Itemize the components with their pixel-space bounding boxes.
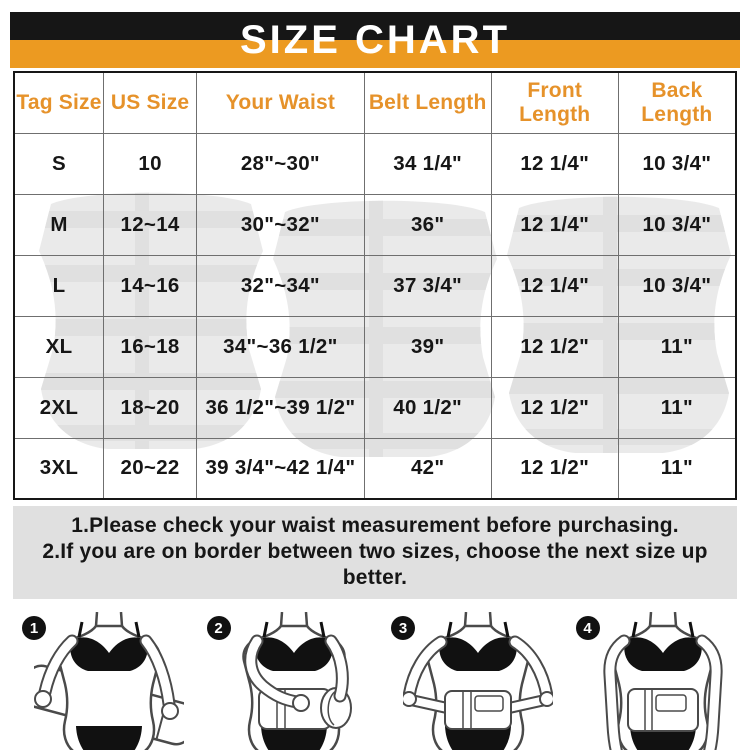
step-4-figure-illustration xyxy=(588,612,738,750)
page-title: SIZE CHART xyxy=(240,17,510,62)
size-table-wrapper xyxy=(13,71,737,500)
cell-your-waist: 32"~34" xyxy=(197,255,365,316)
cell-front-length: 12 1/4" xyxy=(491,133,618,194)
cell-tag-size: L xyxy=(14,255,104,316)
header-back-length: Back Length xyxy=(618,72,736,133)
step-2-wrap-belt xyxy=(191,606,376,750)
header-us-size: US Size xyxy=(104,72,197,133)
table-row-l xyxy=(14,255,736,316)
cell-your-waist: 36 1/2"~39 1/2" xyxy=(197,377,365,438)
cell-back-length: 11" xyxy=(618,377,736,438)
wearing-instruction-steps xyxy=(0,606,750,750)
cell-front-length: 12 1/2" xyxy=(491,377,618,438)
cell-your-waist: 34"~36 1/2" xyxy=(197,316,365,377)
cell-front-length: 12 1/4" xyxy=(491,255,618,316)
cell-your-waist: 30"~32" xyxy=(197,194,365,255)
header-your-waist: Your Waist xyxy=(197,72,365,133)
cell-tag-size: S xyxy=(14,133,104,194)
step-3-figure-illustration xyxy=(403,612,553,750)
table-row-xl xyxy=(14,316,736,377)
cell-tag-size: XL xyxy=(14,316,104,377)
step-4-number-badge-icon: 4 xyxy=(576,616,600,640)
note-line-1: 1.Please check your waist measurement before purchasing. xyxy=(71,514,679,537)
step-2-figure-illustration xyxy=(219,612,369,750)
cell-belt-length: 37 3/4" xyxy=(364,255,491,316)
cell-belt-length: 34 1/4" xyxy=(364,133,491,194)
header-front-length: Front Length xyxy=(491,72,618,133)
cell-back-length: 10 3/4" xyxy=(618,194,736,255)
table-row-3xl xyxy=(14,438,736,499)
cell-back-length: 11" xyxy=(618,438,736,499)
table-row-2xl xyxy=(14,377,736,438)
header-belt-length: Belt Length xyxy=(364,72,491,133)
table-row-s xyxy=(14,133,736,194)
title-banner xyxy=(10,12,740,68)
cell-front-length: 12 1/2" xyxy=(491,316,618,377)
cell-your-waist: 39 3/4"~42 1/4" xyxy=(197,438,365,499)
header-tag-size: Tag Size xyxy=(14,72,104,133)
purchase-notes xyxy=(13,506,737,599)
cell-belt-length: 39" xyxy=(364,316,491,377)
cell-belt-length: 36" xyxy=(364,194,491,255)
cell-us-size: 18~20 xyxy=(104,377,197,438)
cell-us-size: 14~16 xyxy=(104,255,197,316)
step-2-number-badge-icon: 2 xyxy=(207,616,231,640)
size-chart-table xyxy=(13,71,737,500)
table-row-m xyxy=(14,194,736,255)
cell-us-size: 16~18 xyxy=(104,316,197,377)
cell-us-size: 10 xyxy=(104,133,197,194)
step-1-number-badge-icon: 1 xyxy=(22,616,46,640)
step-1-hold-belt xyxy=(6,606,191,750)
cell-back-length: 11" xyxy=(618,316,736,377)
step-4-belt-fitted xyxy=(560,606,745,750)
note-line-2: 2.If you are on border between two sizes, choose the next size up better. xyxy=(42,540,708,589)
cell-back-length: 10 3/4" xyxy=(618,255,736,316)
cell-belt-length: 42" xyxy=(364,438,491,499)
step-3-pull-straps xyxy=(375,606,560,750)
header-row xyxy=(14,72,736,133)
cell-us-size: 20~22 xyxy=(104,438,197,499)
step-1-figure-illustration xyxy=(34,612,184,750)
step-3-number-badge-icon: 3 xyxy=(391,616,415,640)
cell-us-size: 12~14 xyxy=(104,194,197,255)
cell-back-length: 10 3/4" xyxy=(618,133,736,194)
cell-belt-length: 40 1/2" xyxy=(364,377,491,438)
cell-tag-size: 2XL xyxy=(14,377,104,438)
cell-tag-size: 3XL xyxy=(14,438,104,499)
cell-your-waist: 28"~30" xyxy=(197,133,365,194)
cell-front-length: 12 1/4" xyxy=(491,194,618,255)
cell-front-length: 12 1/2" xyxy=(491,438,618,499)
cell-tag-size: M xyxy=(14,194,104,255)
